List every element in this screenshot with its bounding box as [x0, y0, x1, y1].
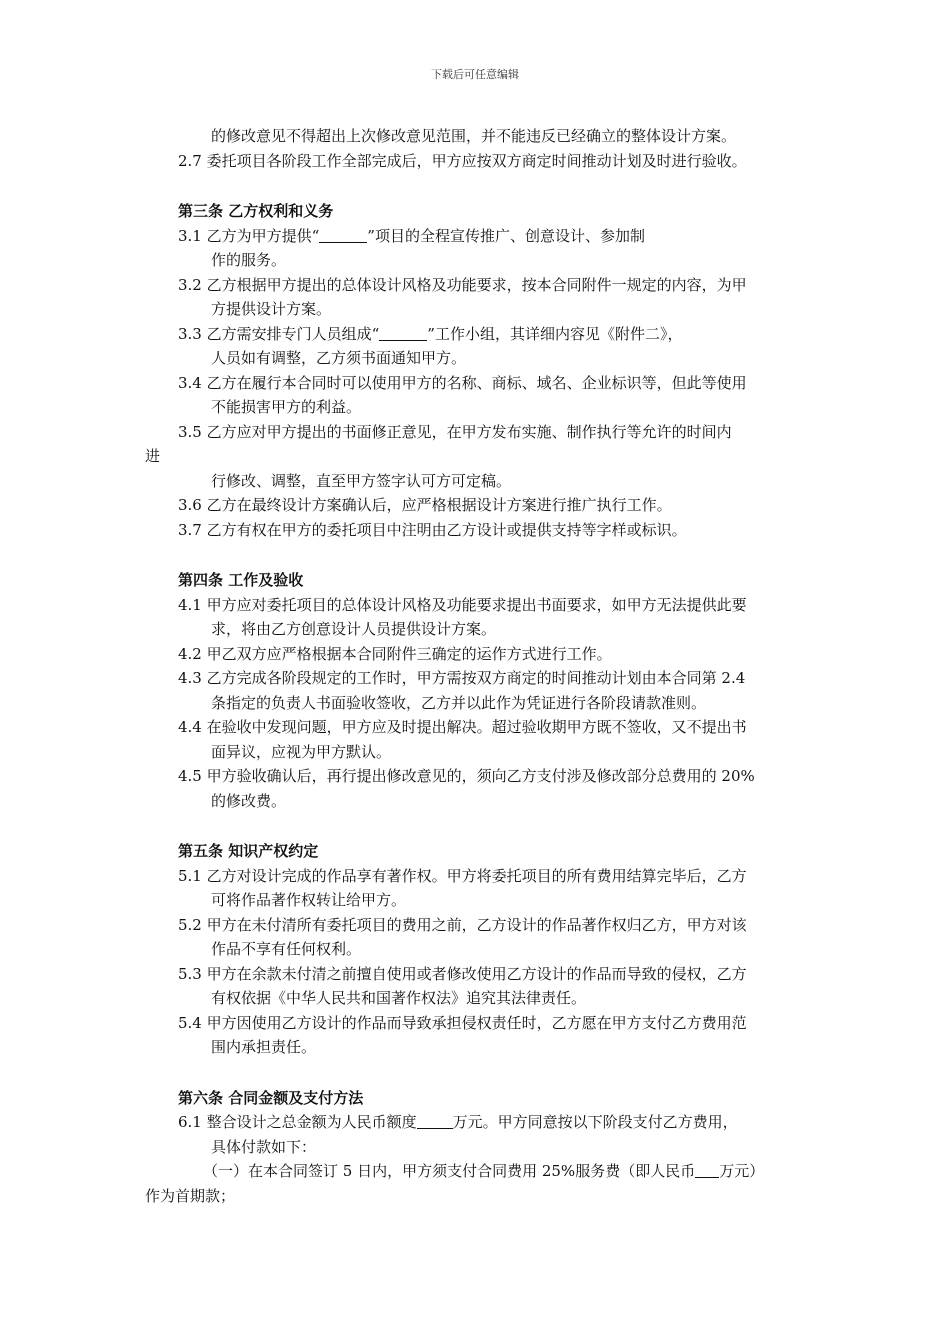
- clause-3-4: 3.4 乙方在履行本合同时可以使用甲方的名称、商标、域名、企业标识等，但此等使用: [178, 373, 747, 392]
- blank-field: [417, 1114, 453, 1129]
- section-6-title: 第六条 合同金额及支付方法: [178, 1088, 364, 1107]
- clause-4-2: 4.2 甲乙双方应严格根据本合同附件三确定的运作方式进行工作。: [178, 644, 612, 663]
- clause-6-1: 6.1 整合设计之总金额为人民币额度 万元。甲方同意按以下阶段支付乙方费用，: [178, 1113, 738, 1131]
- page-header: 下载后可任意编辑: [431, 68, 519, 81]
- blank-field: [319, 228, 367, 243]
- blank-field: [695, 1163, 719, 1178]
- clause-6-1-cont: 具体付款如下：: [211, 1137, 317, 1156]
- clause-3-7: 3.7 乙方有权在甲方的委托项目中注明由乙方设计或提供支持等字样或标识。: [178, 520, 687, 539]
- paragraph-line: 的修改意见不得超出上次修改意见范围，并不能违反已经确立的整体设计方案。: [211, 127, 737, 145]
- clause-3-6: 3.6 乙方在最终设计方案确认后，应严格根据设计方案进行推广执行工作。: [178, 496, 672, 514]
- clause-4-4: 4.4 在验收中发现问题，甲方应及时提出解决。超过验收期甲方既不签收，又不提出书: [178, 718, 747, 736]
- clause-3-5: 3.5 乙方应对甲方提出的书面修正意见，在甲方发布实施、制作执行等允许的时间内: [178, 422, 732, 441]
- section-5-title: 第五条 知识产权约定: [178, 842, 319, 860]
- clause-5-1-cont: 可将作品著作权转让给甲方。: [211, 891, 407, 909]
- payment-item-1: （一）在本合同签订 5 日内，甲方须支付合同费用 25%服务费（即人民币 万元）: [203, 1162, 765, 1180]
- clause-3-5-wrap: 进: [145, 447, 161, 465]
- clause-4-4-cont: 面异议，应视为甲方默认。: [211, 742, 392, 761]
- clause-5-3: 5.3 甲方在余款未付清之前擅自使用或者修改使用乙方设计的作品而导致的侵权，乙方: [178, 964, 747, 983]
- clause-3-4-cont: 不能损害甲方的利益。: [211, 398, 362, 416]
- clause-4-5: 4.5 甲方验收确认后，再行提出修改意见的，须向乙方支付涉及修改部分总费用的 20%: [178, 767, 755, 785]
- clause-4-1: 4.1 甲方应对委托项目的总体设计风格及功能要求提出书面要求，如甲方无法提供此要: [178, 595, 747, 614]
- section-3-title: 第三条 乙方权利和义务: [178, 202, 334, 220]
- payment-item-1-cont: 作为首期款；: [145, 1186, 236, 1205]
- clause-4-3: 4.3 乙方完成各阶段规定的工作时，甲方需按双方商定的时间推动计划由本合同第 2.4: [178, 669, 746, 687]
- clause-5-2-cont: 作品不享有任何权利。: [211, 940, 362, 958]
- clause-2-7: 2.7 委托项目各阶段工作全部完成后，甲方应按双方商定时间推动计划及时进行验收。: [178, 151, 747, 170]
- blank-field: [379, 326, 427, 341]
- clause-5-2: 5.2 甲方在未付清所有委托项目的费用之前，乙方设计的作品著作权归乙方，甲方对该: [178, 915, 747, 934]
- clause-5-4-cont: 围内承担责任。: [211, 1038, 317, 1056]
- clause-5-3-cont: 有权依据《中华人民共和国著作权法》追究其法律责任。: [211, 989, 587, 1007]
- section-4-title: 第四条 工作及验收: [178, 571, 304, 589]
- clause-4-1-cont: 求，将由乙方创意设计人员提供设计方案。: [211, 620, 497, 638]
- clause-3-2-cont: 方提供设计方案。: [211, 300, 332, 318]
- clause-3-3: 3.3 乙方需安排专门人员组成“ ”工作小组，其详细内容见《附件二》，: [178, 324, 683, 343]
- clause-4-5-cont: 的修改费。: [211, 791, 287, 810]
- clause-3-2: 3.2 乙方根据甲方提出的总体设计风格及功能要求，按本合同附件一规定的内容，为甲: [178, 275, 747, 294]
- clause-5-4: 5.4 甲方因使用乙方设计的作品而导致承担侵权责任时，乙方愿在甲方支付乙方费用范: [178, 1013, 747, 1032]
- clause-3-3-cont: 人员如有调整，乙方须书面通知甲方。: [211, 349, 467, 367]
- clause-3-5-cont: 行修改、调整，直至甲方签字认可方可定稿。: [211, 471, 512, 490]
- contract-body: [145, 124, 810, 1208]
- clause-4-3-cont: 条指定的负责人书面验收签收，乙方并以此作为凭证进行各阶段请款准则。: [211, 693, 707, 712]
- clause-3-1-cont: 作的服务。: [211, 251, 287, 269]
- clause-5-1: 5.1 乙方对设计完成的作品享有著作权。甲方将委托项目的所有费用结算完毕后，乙方: [178, 866, 747, 885]
- clause-3-1: 3.1 乙方为甲方提供“ ”项目的全程宣传推广、创意设计、参加制: [178, 226, 645, 245]
